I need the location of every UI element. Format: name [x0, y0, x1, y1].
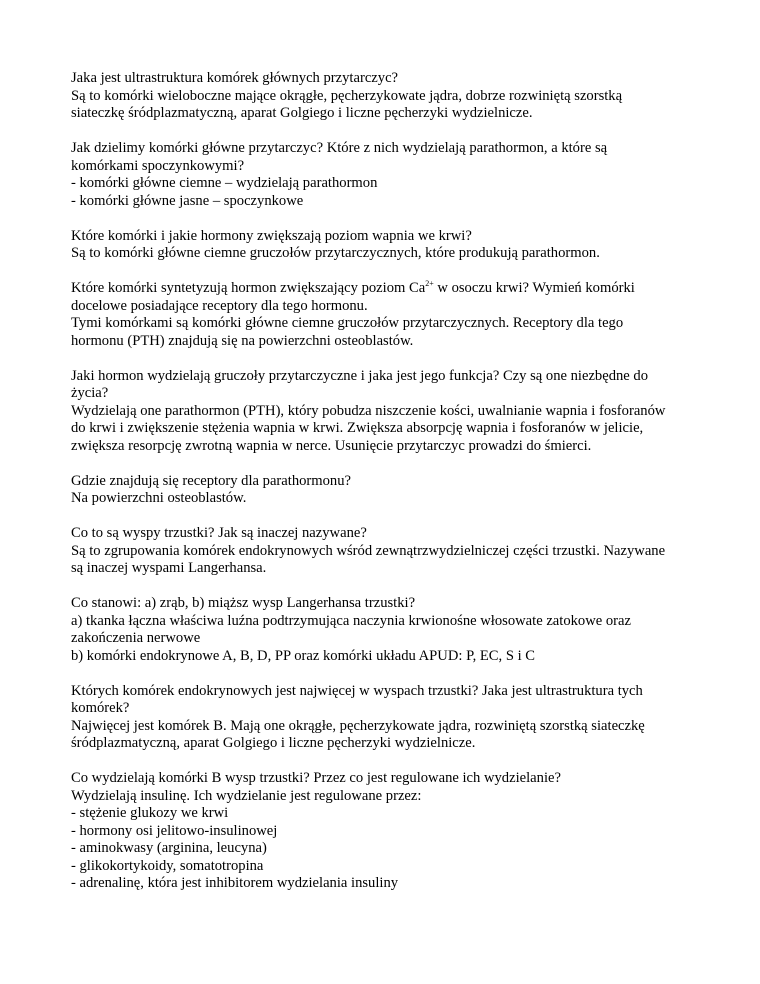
answer-text: Tymi komórkami są komórki główne ciemne gruczołów przytarczycznych. Receptory dla tego: [71, 315, 624, 331]
answer-list-item: - komórki główne jasne – spoczynkowe: [71, 192, 304, 209]
answer-list-item: - glikokortykoidy, somatotropina: [71, 857, 264, 874]
answer-text: b) komórki endokrynowe A, B, D, PP oraz komórki układu APUD: P, EC, S i C: [71, 647, 536, 664]
qa-block-3: [71, 228, 711, 263]
question-text: Jaka jest ultrastruktura komórek głównych przytarczyc?: [71, 70, 399, 86]
answer-text: a) tkanka łączna właściwa luźna podtrzymująca naczynia krwionośne włosowate zatokowe oraz: [71, 612, 631, 629]
answer-text: zakończenia nerwowe: [71, 630, 201, 646]
qa-block-5: [71, 368, 711, 456]
qa-block-7: [71, 525, 711, 578]
question-text: Co to są wyspy trzustki? Jak są inaczej nazywane?: [71, 525, 367, 541]
answer-list-item: - hormony osi jelitowo-insulinowej: [71, 822, 278, 839]
qa-block-10: [71, 770, 711, 893]
qa-block-2: [71, 140, 711, 210]
question-text: Co stanowi: a) zrąb, b) miąższ wysp Langerhansa trzustki?: [71, 595, 416, 611]
answer-text: są inaczej wyspami Langerhansa.: [71, 560, 267, 576]
answer-text: zwiększa resorpcję zwrotną wapnia w nerce. Usunięcie przytarczyc prowadzi do śmierci.: [71, 437, 592, 454]
qa-block-6: [71, 473, 711, 508]
answer-list-item: - stężenie glukozy we krwi: [71, 805, 229, 821]
answer-text: Wydzielają one parathormon (PTH), który pobudza niszczenie kości, uwalnianie wapnia i fosforanów: [71, 402, 666, 419]
question-text: Które komórki i jakie hormony zwiększają poziom wapnia we krwi?: [71, 227, 472, 244]
answer-text: hormonu (PTH) znajdują się na powierzchni osteoblastów.: [71, 332, 414, 349]
answer-list-item: - komórki główne ciemne – wydzielają parathormon: [71, 175, 378, 191]
answer-list-item: - adrenalinę, która jest inhibitorem wydzielania insuliny: [71, 875, 399, 891]
question-text: Co wydzielają komórki B wysp trzustki? Przez co jest regulowane ich wydzielanie?: [71, 770, 561, 786]
question-text: komórkami spoczynkowymi?: [71, 157, 245, 174]
question-text: Których komórek endokrynowych jest najwięcej w wyspach trzustki? Jaka jest ultrastruktura tych: [71, 682, 643, 699]
answer-text: siateczkę śródplazmatyczną, aparat Golgiego i liczne pęcherzyki wydzielnicze.: [71, 105, 533, 121]
question-text: Gdzie znajdują się receptory dla parathormonu?: [71, 472, 351, 489]
answer-text: do krwi i zwiększenie stężenia wapnia w krwi. Zwiększa absorpcję wapnia i fosforanów w jelicie,: [71, 420, 644, 436]
answer-text: Na powierzchni osteoblastów.: [71, 490, 247, 506]
answer-text: śródplazmatyczną, aparat Golgiego i liczne pęcherzyki wydzielnicze.: [71, 735, 476, 751]
answer-text: Są to komórki główne ciemne gruczołów przytarczycznych, które produkują parathormon.: [71, 245, 600, 261]
question-text: docelowe posiadające receptory dla tego hormonu.: [71, 297, 368, 314]
answer-text: Wydzielają insulinę. Ich wydzielanie jest regulowane przez:: [71, 787, 422, 804]
qa-block-1: [71, 70, 711, 123]
answer-text: Są to zgrupowania komórek endokrynowych wśród zewnątrzwydzielniczej części trzustki. Nazywane: [71, 542, 666, 559]
qa-block-4: [71, 280, 711, 350]
answer-text: Są to komórki wieloboczne mające okrągłe, pęcherzykowate jądra, dobrze rozwiniętą szorstką: [71, 87, 623, 104]
question-text: komórek?: [71, 700, 130, 716]
answer-list-item: - aminokwasy (arginina, leucyna): [71, 840, 267, 856]
qa-block-9: [71, 683, 711, 753]
question-text-part: Które komórki syntetyzują hormon zwiększający poziom Ca: [71, 280, 426, 296]
question-text: Jaki hormon wydzielają gruczoły przytarczyczne i jaka jest jego funkcja? Czy są one niezbędne do: [71, 367, 649, 384]
qa-block-8: [71, 595, 711, 665]
question-text: [71, 280, 711, 298]
question-text-part: w osoczu krwi? Wymień komórki: [433, 280, 635, 296]
calcium-superscript: 2+: [425, 279, 434, 288]
question-text: życia?: [71, 385, 109, 401]
document-page: [71, 70, 711, 910]
answer-text: Najwięcej jest komórek B. Mają one okrągłe, pęcherzykowate jądra, rozwiniętą szorstką siateczkę: [71, 717, 645, 734]
question-text: Jak dzielimy komórki główne przytarczyc? Które z nich wydzielają parathormon, a które są: [71, 140, 608, 156]
